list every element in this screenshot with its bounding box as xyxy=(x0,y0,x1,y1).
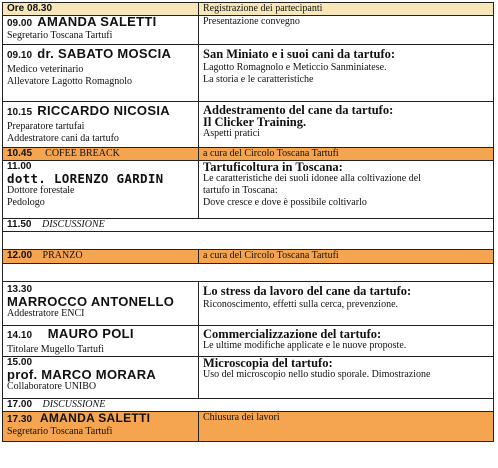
talk-description: Le caratteristiche dei suoli idonee alla coltivazione del xyxy=(203,173,421,184)
speaker-role: Dottore forestale xyxy=(7,185,75,196)
talk-description: Le ultime modifiche applicate e le nuove proposte. xyxy=(203,340,407,351)
speaker-role: Preparatore tartufai xyxy=(7,121,85,132)
row-time: 13.30 xyxy=(7,284,33,295)
discussion-label: DISCUSSIONE xyxy=(42,399,106,410)
talk-description: Dove cresce e dove è possibile coltivarlo xyxy=(203,197,367,208)
row-time: 14.10 xyxy=(7,330,33,341)
row-time: 10.15 xyxy=(7,107,33,118)
row-time: 11.50 xyxy=(7,219,32,230)
header-label: Registrazione dei partecipanti xyxy=(203,3,323,14)
speaker-name: AMANDA SALETTI xyxy=(39,411,151,425)
schedule-row xyxy=(3,282,494,326)
row-time: 17.00 xyxy=(7,399,33,410)
talk-subtitle: Il Clicker Training. xyxy=(203,115,307,129)
talk-title: Addestramento del cane da tartufo: xyxy=(203,103,394,117)
talk-title: San Miniato e i suoi cani da tartufo: xyxy=(203,47,396,61)
discussion-label: DISCUSSIONE xyxy=(41,219,105,230)
registration-row xyxy=(3,3,494,16)
speaker-role: Medico veterinario xyxy=(7,64,84,75)
speaker-role: Titolare Mugello Tartufi xyxy=(7,344,105,355)
row-time: 17.30 xyxy=(7,414,33,425)
speaker-name: dott. LORENZO GARDIN xyxy=(7,171,164,186)
closing-row xyxy=(3,412,494,442)
speaker-role: Segretario Toscana Tartufi xyxy=(7,426,113,437)
row-time: 10.45 xyxy=(7,148,33,159)
talk-description: Lagotto Romagnolo e Meticcio Sanminiatese. xyxy=(203,62,387,73)
speaker-name: AMANDA SALETTI xyxy=(37,15,157,29)
speaker-role: Collaboratore UNIBO xyxy=(7,381,97,392)
closing-label: Chiusura dei lavori xyxy=(203,412,280,423)
lunch-row xyxy=(3,250,494,264)
talk-description: La storia e le caratteristiche xyxy=(203,74,314,85)
row-time: 15.00 xyxy=(7,357,33,368)
talk-description: Presentazione convegno xyxy=(203,16,300,27)
schedule-table xyxy=(2,2,494,442)
row-time: 11.00 xyxy=(7,161,32,172)
talk-title: Commercializzazione del tartufo: xyxy=(203,327,382,341)
talk-title: Tartuficoltura in Toscana: xyxy=(203,160,343,174)
discussion-row xyxy=(3,399,494,412)
speaker-name: MAURO POLI xyxy=(47,326,134,341)
speaker-name: dr. SABATO MOSCIA xyxy=(37,46,172,61)
talk-description: Aspetti pratici xyxy=(203,128,260,139)
lunch-note: a cura del Circolo Toscana Tartufi xyxy=(203,250,339,261)
talk-description: tartufo in Toscana: xyxy=(203,185,278,196)
schedule-row xyxy=(3,102,494,148)
schedule-row xyxy=(3,45,494,102)
speaker-name: MARROCCO ANTONELLO xyxy=(7,294,175,309)
talk-description: Uso del microscopio nello studio sporale. Dimostrazione xyxy=(203,369,431,380)
header-time: Ore 08.30 xyxy=(7,3,53,14)
schedule-row xyxy=(3,326,494,357)
talk-title: Microscopia del tartufo: xyxy=(203,356,333,370)
schedule-row xyxy=(3,161,494,219)
row-time: 12.00 xyxy=(7,250,33,261)
spacer-row xyxy=(3,232,494,250)
speaker-role: Addestratore ENCI xyxy=(7,308,85,319)
speaker-role: Segretario Toscana Tartufi xyxy=(7,30,113,41)
coffee-break-note: a cura del Circolo Toscana Tartufi xyxy=(203,148,339,159)
row-time: 09.00 xyxy=(7,18,33,29)
speaker-role: Pedologo xyxy=(7,197,45,208)
coffee-break-row xyxy=(3,148,494,161)
talk-title: Lo stress da lavoro del cane da tartufo: xyxy=(203,284,412,298)
speaker-name: prof. MARCO MORARA xyxy=(7,367,157,382)
speaker-role: Allevatore Lagotto Romagnolo xyxy=(7,76,132,87)
schedule-row xyxy=(3,357,494,399)
schedule-row xyxy=(3,16,494,45)
coffee-break-label: COFEE BREACK xyxy=(45,148,120,159)
speaker-name: RICCARDO NICOSIA xyxy=(37,103,170,118)
row-time: 09.10 xyxy=(7,50,33,61)
talk-description: Riconoscimento, effetti sulla cerca, prevenzione. xyxy=(203,299,399,310)
speaker-role: Addestratore cani da tartufo xyxy=(7,133,119,144)
spacer-row xyxy=(3,264,494,282)
discussion-row xyxy=(3,219,494,232)
lunch-label: PRANZO xyxy=(42,250,83,261)
